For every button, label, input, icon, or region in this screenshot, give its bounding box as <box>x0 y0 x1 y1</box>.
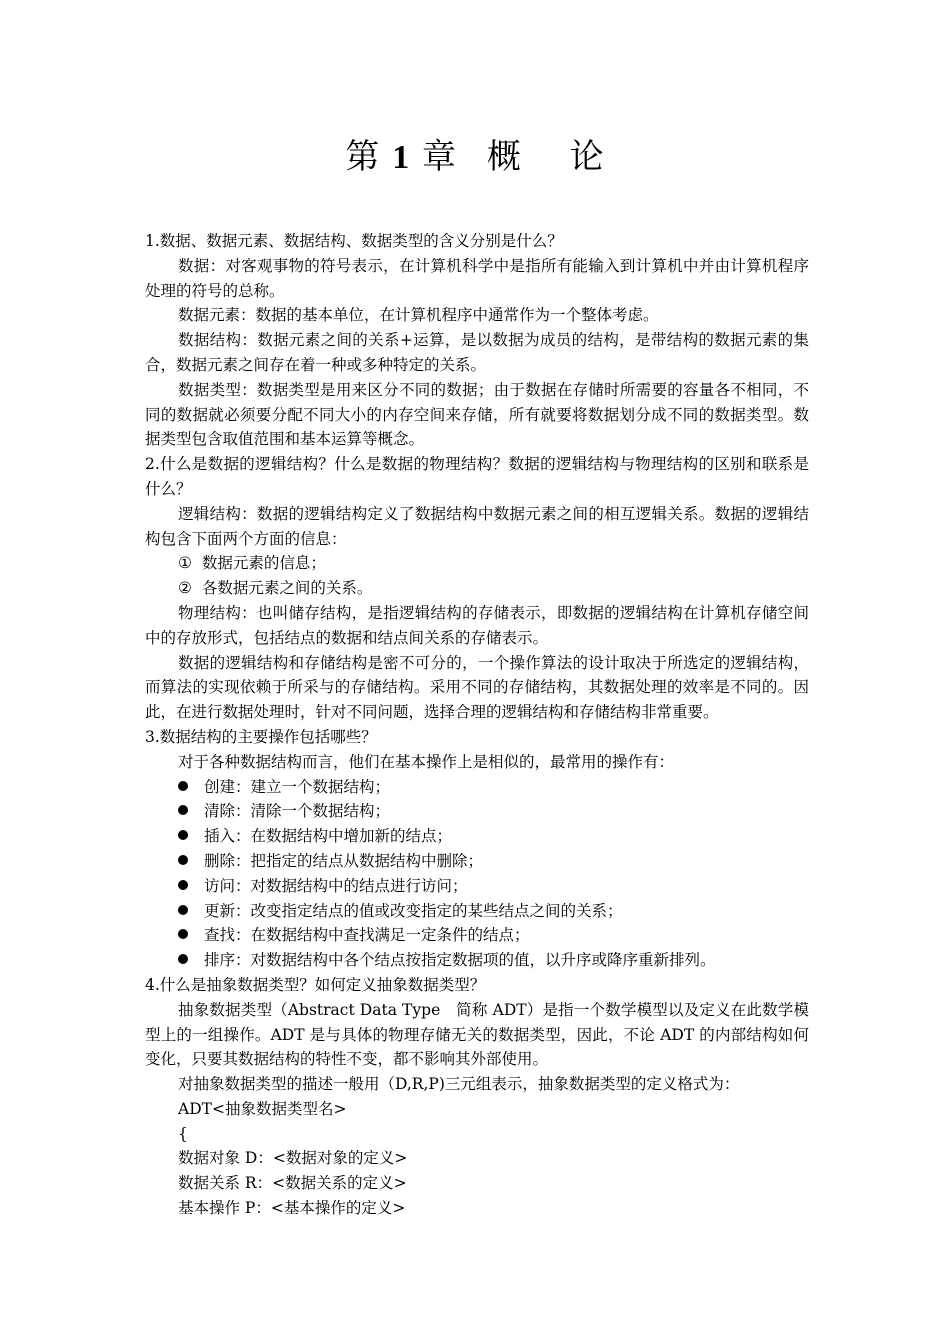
bullet-item <box>145 899 809 924</box>
question-1: 1.数据、数据元素、数据结构、数据类型的含义分别是什么？ <box>145 232 563 250</box>
bullet-item <box>145 775 809 800</box>
bullet-icon <box>178 805 188 815</box>
bullet-item <box>145 874 809 899</box>
numbered-item <box>145 551 809 576</box>
bullet-icon <box>178 830 188 840</box>
answer-paragraph: 数据：对客观事物的符号表示，在计算机科学中是指所有能输入到计算机中并由计算机程序处理的符号的总称。 <box>145 256 809 300</box>
question-3: 3.数据结构的主要操作包括哪些？ <box>145 727 377 746</box>
bullet-item <box>145 948 809 973</box>
bullet-icon <box>178 929 188 939</box>
bullet-text: 查找：在数据结构中查找满足一定条件的结点； <box>204 926 530 945</box>
code-line: { <box>178 1124 188 1143</box>
item-text: 各数据元素之间的关系。 <box>201 579 373 598</box>
bullet-icon <box>178 855 188 865</box>
bullet-icon <box>178 905 188 915</box>
answer-paragraph: 抽象数据类型（Abstract Data Type 简称 ADT）是指一个数学模型以及定义在此数学模型上的一组操作。ADT 是与具体的物理存储无关的数据类型，因此，不论 ADT 的内部结构如何变化，只要其数据结构的特性不变，都不影响其外部使用。 <box>145 1000 809 1069</box>
item-text: 数据元素的信息； <box>201 554 326 573</box>
answer-paragraph: 数据结构：数据元素之间的关系+运算，是以数据为成员的结构，是带结构的数据元素的集合，数据元素之间存在着一种或多种特定的关系。 <box>145 331 809 374</box>
bullet-item <box>145 849 809 874</box>
chapter-word: 章 <box>422 137 457 177</box>
title-word-1: 概 <box>486 137 522 177</box>
bullet-item <box>145 923 809 948</box>
answer-paragraph: 物理结构：也叫储存结构，是指逻辑结构的存储表示，即数据的逻辑结构在计算机存储空间中的存放形式，包括结点的数据和结点间关系的存储表示。 <box>145 603 809 647</box>
bullet-icon <box>178 781 188 791</box>
code-line: 数据对象 D：<数据对象的定义> <box>178 1149 408 1168</box>
code-line: 基本操作 P：<基本操作的定义> <box>178 1199 406 1218</box>
bullet-text: 排序：对数据结构中各个结点按指定数据项的值，以升序或降序重新排列。 <box>204 951 716 970</box>
bullet-text: 删除：把指定的结点从数据结构中删除； <box>204 851 484 870</box>
item-number: ① <box>178 554 192 573</box>
bullet-text: 更新：改变指定结点的值或改变指定的某些结点之间的关系； <box>204 901 623 920</box>
answer-paragraph: 对抽象数据类型的描述一般用（D,R,P)三元组表示，抽象数据类型的定义格式为： <box>178 1075 740 1094</box>
bullet-text: 插入：在数据结构中增加新的结点； <box>204 827 453 846</box>
answer-paragraph: 对于各种数据结构而言，他们在基本操作上是相似的，最常用的操作有： <box>178 752 675 771</box>
title-word-2: 论 <box>569 137 605 177</box>
item-number: ② <box>178 579 192 598</box>
bullet-icon <box>178 880 188 890</box>
chapter-number: 1 <box>392 139 411 176</box>
answer-paragraph: 逻辑结构：数据的逻辑结构定义了数据结构中数据元素之间的相互逻辑关系。数据的逻辑结构包含下面两个方面的信息： <box>145 504 809 548</box>
bullet-item <box>145 799 809 824</box>
answer-paragraph: 数据元素：数据的基本单位，在计算机程序中通常作为一个整体考虑。 <box>178 306 659 325</box>
document-body <box>145 229 809 1221</box>
code-line: ADT<抽象数据类型名> <box>178 1099 347 1118</box>
bullet-text: 清除：清除一个数据结构； <box>204 802 391 821</box>
numbered-item <box>145 576 809 601</box>
code-line: 数据关系 R：<数据关系的定义> <box>178 1174 407 1193</box>
bullet-icon <box>178 954 188 964</box>
question-4: 4.什么是抽象数据类型？如何定义抽象数据类型？ <box>145 975 486 994</box>
chapter-prefix: 第 <box>345 137 381 177</box>
question-2: 2.什么是数据的逻辑结构？什么是数据的物理结构？数据的逻辑结构与物理结构的区别和联系是什么？ <box>145 455 809 498</box>
bullet-text: 创建：建立一个数据结构； <box>204 777 391 796</box>
answer-paragraph: 数据的逻辑结构和存储结构是密不可分的，一个操作算法的设计取决于所选定的逻辑结构，而算法的实现依赖于所采与的存储结构。采用不同的存储结构，其数据处理的效率是不同的。因此，在进行数据处理时，针对不同问题，选择合理的逻辑结构和存储结构非常重要。 <box>145 653 809 722</box>
chapter-title <box>0 133 950 182</box>
answer-paragraph: 数据类型：数据类型是用来区分不同的数据；由于数据在存储时所需要的容量各不相同，不同的数据就必须要分配不同大小的内存空间来存储，所有就要将数据划分成不同的数据类型。数据类型包含取值范围和基本运算等概念。 <box>145 380 809 449</box>
bullet-text: 访问：对数据结构中的结点进行访问； <box>204 876 468 895</box>
bullet-item <box>145 824 809 849</box>
